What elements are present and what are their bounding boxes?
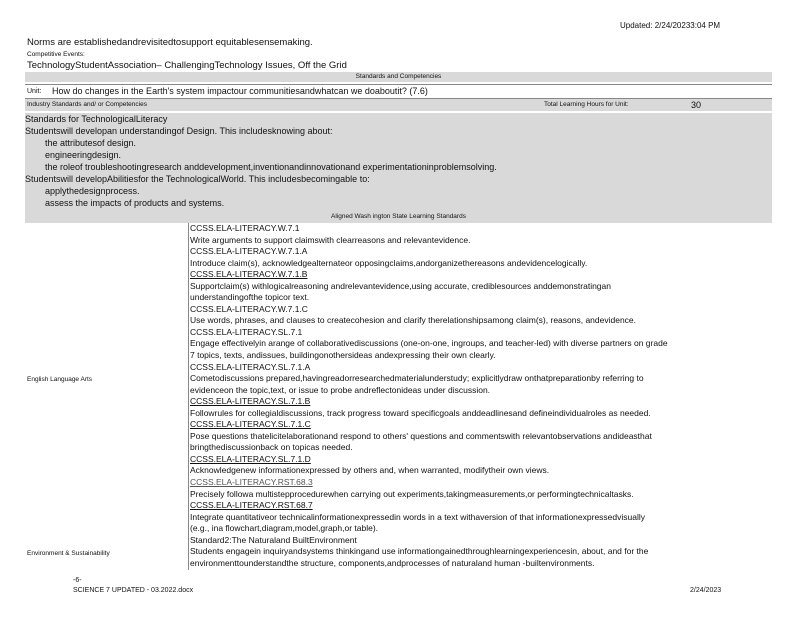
norms-statement: Norms are establishedandrevisitedtosupport equitablesensemaking. [27, 37, 313, 48]
total-hours-value: 30 [691, 100, 702, 110]
tech-literacy-heading: Standards for TechnologicalLiteracy [25, 114, 168, 124]
standard-line[interactable]: CCSS.ELA-LITERACY.RST.68.7 [190, 500, 313, 511]
standard-line: CCSS.ELA-LITERACY.SL.7.1.A [190, 361, 311, 372]
standard-line: evidenceon the topic,text, or issue to probe andreflectonideas under discussion. [190, 384, 491, 395]
list-item: assess the impacts of products and systems. [45, 198, 225, 208]
standard-line: Engage effectivelyin arange of collaborativediscussions (one-on-one, ingroups, and teacher-led) with diverse partners on grade [190, 338, 668, 349]
standard-line: 7 topics, texts, andissues, buildingonothersideas andexpressing their own clearly. [190, 350, 496, 361]
unit-label: Unit: [27, 88, 42, 95]
list-item: the attributesof design. [45, 138, 137, 148]
standard-line: Supportclaim(s) withlogicalreasoning andrelevantevidence,using accurate, crediblesources anddemonstratingan [190, 280, 611, 291]
subject-label-ela: English Language Arts [27, 376, 93, 383]
standard-line: CCSS.ELA-LITERACY.W.7.1.C [190, 303, 308, 314]
standard-line: Use words, phrases, and clauses to createcohesion and clarify therelationshipsamong claim(s), reasons, andevidence. [190, 315, 637, 326]
standard-line: Students engagein inquiryandsystems thinkingand use informationgainedthroughlearningexperiencesin, about, and for the [190, 546, 649, 557]
standard-line: Introduce claim(s), acknowledgealternateor opposingclaims,andorganizethereasons andevidencelogically. [190, 257, 588, 268]
unit-row [25, 84, 772, 99]
updated-timestamp: Updated: 2/24/20233:04 PM [620, 21, 721, 30]
list-item: the roleof troubleshootingresearch anddevelopment,inventionandinnovationand experimentationinproblemsolving. [45, 162, 497, 172]
abilities-intro: Studentswill developAbilitiesfor the TechnologicalWorld. This includesbecomingable to: [25, 174, 370, 184]
standard-line: Cometodiscussions prepared,havingreadorresearchedmaterialunderstudy; explicitlydraw onthatpreparationby referring to [190, 373, 644, 384]
standard-line[interactable]: CCSS.ELA-LITERACY.SL.7.1.D [190, 453, 311, 464]
standard-line: bringthediscussionback on topicas needed. [190, 442, 353, 453]
standard-line: (e.g., ina flowchart,diagram,model,graph,or table). [190, 523, 379, 534]
list-item: applythedesignprocess. [45, 186, 140, 196]
standard-line[interactable]: CCSS.ELA-LITERACY.RST.68.3 [190, 477, 313, 488]
standard-line: Integrate quantitativeor technicalinformationexpressedin words in a text withaversion of that informationexpressedvisually [190, 511, 645, 522]
standard-line: Acknowledgenew informationexpressed by others and, when warranted, modifytheir own views. [190, 465, 550, 476]
standard-line: Write arguments to support claimswith clearreasons and relevantevidence. [190, 234, 471, 245]
standard-line: CCSS.ELA-LITERACY.SL.7.1 [190, 326, 303, 337]
footer-date: 2/24/2023 [690, 587, 722, 594]
standard-line: Pose questions thatelicitelaborationand respond to others' questions and commentswith relevantobservations andideasthat [190, 430, 652, 441]
standard-line: CCSS.ELA-LITERACY.W.7.1.A [190, 246, 308, 257]
standard-line: CCSS.ELA-LITERACY.W.7.1 [190, 223, 300, 233]
list-item: engineeringdesign. [45, 150, 122, 160]
standard-line: Standard2:The Naturaland BuiltEnvironment [190, 534, 357, 545]
standard-line: understandingofthe topicor text. [190, 292, 310, 303]
total-hours-label: Total Learning Hours for Unit: [544, 101, 629, 108]
standard-line[interactable]: CCSS.ELA-LITERACY.W.7.1.B [190, 269, 308, 280]
aligned-standards-heading: Aligned Wash ington State Learning Standards [331, 213, 466, 220]
document-filename: SCIENCE 7 UPDATED - 03.2022.docx [73, 587, 194, 594]
industry-standards-label: Industry Standards and/ or Competencies [27, 101, 147, 108]
event-title: TechnologyStudentAssociation– ChallengingTechnology Issues, Off the Grid [27, 60, 347, 71]
industry-standards-row [25, 99, 772, 111]
technological-literacy-block [25, 113, 772, 223]
standard-line: environmenttounderstandthe structure, components,andprocesses of naturaland human -builtenvironments. [190, 557, 595, 568]
standard-line[interactable]: CCSS.ELA-LITERACY.SL.7.1.B [190, 396, 311, 407]
ela-standards-list [190, 223, 780, 569]
competitive-events-label: Competitive Events: [27, 51, 85, 58]
column-divider [188, 223, 189, 570]
standard-line: Precisely followa multistepprocedurewhen carrying out experiments,takingmeasurements,or performingtechnicaltasks. [190, 488, 634, 499]
subject-label-environment: Environment & Sustainability [27, 550, 110, 557]
standards-competencies-bar: Standards and Competencies [25, 72, 772, 82]
design-intro: Studentswill developan understandingof Design. This includesknowing about: [25, 126, 333, 136]
page-number: -6- [73, 577, 82, 584]
standard-line[interactable]: CCSS.ELA-LITERACY.SL.7.1.C [190, 419, 311, 430]
unit-question: How do changes in the Earth's system impactour communitiesandwhatcan we doaboutit? (7.6) [52, 86, 428, 96]
standard-line: Followrules for collegialdiscussions, track progress toward specificgoals anddeadlinesand defineindividualroles as needed. [190, 407, 651, 418]
